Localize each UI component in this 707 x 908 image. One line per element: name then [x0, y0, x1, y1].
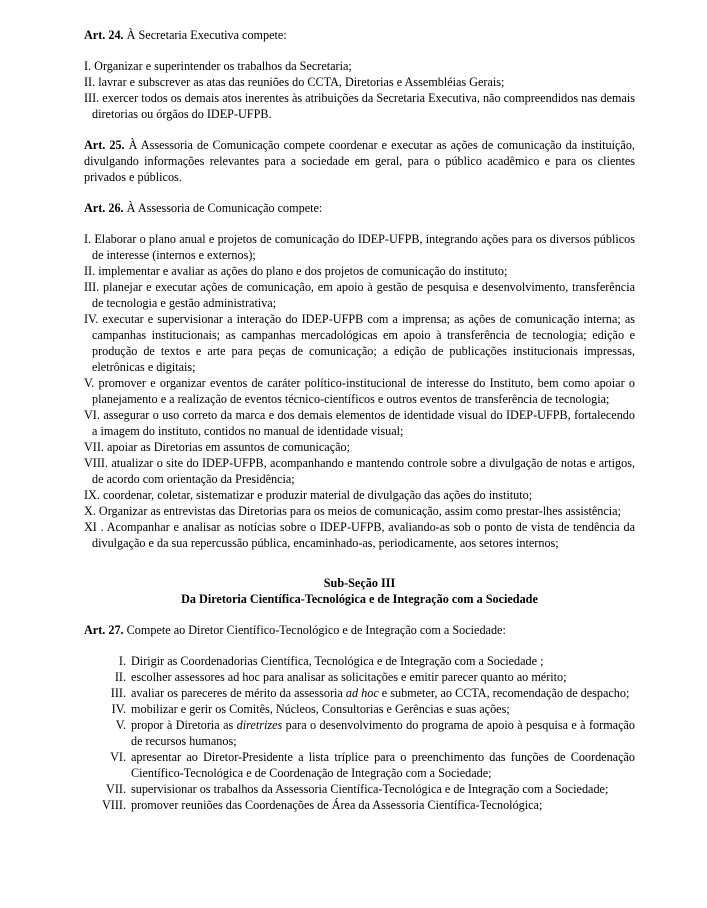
- text-run: ad hoc: [345, 686, 379, 700]
- text-run: propor à Diretoria as: [131, 718, 237, 732]
- list-item: [84, 487, 635, 503]
- item-text: [131, 669, 635, 685]
- item-numeral: IV.: [111, 702, 126, 716]
- text-run: IX. coordenar, coletar, sistematizar e produzir material de divulgação das ações do instituto;: [84, 488, 533, 502]
- article-24: [84, 27, 635, 43]
- list-item: [84, 279, 635, 311]
- text-run: Art. 25.: [84, 138, 125, 152]
- item-numeral: VII.: [106, 782, 126, 796]
- item-text: [131, 749, 635, 781]
- list-item: [84, 439, 635, 455]
- item-text: [131, 797, 635, 813]
- article-24-items: [84, 58, 635, 122]
- text-run: III. planejar e executar ações de comunicação, em apoio à gestão de pesquisa e desenvolvimento, transferência de tecnologia e gestão administrativa;: [84, 280, 635, 310]
- article-27-items: [84, 653, 635, 813]
- list-item: [84, 653, 635, 669]
- text-run: À Assessoria de Comunicação compete coordenar e executar as ações de comunicação da instituição, divulgando informações relevantes para a sociedade em geral, para o público acadêmico e para os clientes privados e públicos.: [84, 138, 635, 184]
- list-item: [84, 519, 635, 551]
- article-26-items: [84, 231, 635, 551]
- item-text: [131, 701, 635, 717]
- item-text: [131, 685, 635, 701]
- text-run: X. Organizar as entrevistas das Diretorias para os meios de comunicação, assim como prestar-lhes assistência;: [84, 504, 621, 518]
- text-run: Compete ao Diretor Científico-Tecnológico e de Integração com a Sociedade:: [123, 623, 506, 637]
- text-run: À Secretaria Executiva compete:: [123, 28, 287, 42]
- article-27: [84, 622, 635, 638]
- list-item: [84, 58, 635, 74]
- text-run: Art. 24.: [84, 28, 124, 42]
- list-item: [84, 669, 635, 685]
- item-numeral: II.: [114, 670, 126, 684]
- text-run: Art. 27.: [84, 623, 124, 637]
- article-26: [84, 200, 635, 216]
- text-run: avaliar os pareceres de mérito da assessoria: [131, 686, 346, 700]
- list-item: [84, 797, 635, 813]
- text-run: III. exercer todos os demais atos inerentes às atribuições da Secretaria Executiva, não compreendidos nas demais diretorias ou órgãos do IDEP-UFPB.: [84, 91, 635, 121]
- item-text: [131, 717, 635, 749]
- text-run: II. lavrar e subscrever as atas das reuniões do CCTA, Diretorias e Assembléias Gerais;: [84, 75, 505, 89]
- text-run: VIII. atualizar o site do IDEP-UFPB, acompanhando e mantendo controle sobre a divulgação de notas e artigos, de acordo com orientação da Presidência;: [84, 456, 635, 486]
- list-item: [84, 749, 635, 781]
- article-25: [84, 137, 635, 185]
- text-run: VII. apoiar as Diretorias em assuntos de comunicação;: [84, 440, 351, 454]
- heading-line: Sub-Seção III: [323, 576, 396, 590]
- text-run: Art. 26.: [84, 201, 124, 215]
- text-run: diretrizes: [236, 718, 283, 732]
- heading-line: Da Diretoria Científica-Tecnológica e de Integração com a Sociedade: [181, 592, 538, 606]
- text-run: I. Elaborar o plano anual e projetos de comunicação do IDEP-UFPB, integrando ações para os diversos públicos de interesse (internos e externos);: [84, 232, 635, 262]
- text-run: À Assessoria de Comunicação compete:: [123, 201, 323, 215]
- list-item: [84, 90, 635, 122]
- item-text: [131, 781, 635, 797]
- text-run: para o desenvolvimento do programa de apoio à pesquisa e à formação de recursos humanos;: [131, 718, 635, 748]
- text-run: mobilizar e gerir os Comitês, Núcleos, Consultorias e Gerências e suas ações;: [131, 702, 510, 716]
- text-run: escolher assessores ad hoc para analisar as solicitações e emitir parecer quanto ao mérito;: [131, 670, 567, 684]
- list-item: [84, 717, 635, 749]
- list-item: [84, 701, 635, 717]
- item-numeral: I.: [118, 654, 126, 668]
- item-numeral: III.: [110, 686, 126, 700]
- text-run: II. implementar e avaliar as ações do plano e dos projetos de comunicação do instituto;: [84, 264, 508, 278]
- item-numeral: VI.: [110, 750, 126, 764]
- list-item: [84, 311, 635, 375]
- item-numeral: V.: [115, 718, 126, 732]
- list-item: [84, 263, 635, 279]
- list-item: [84, 455, 635, 487]
- list-item: [84, 781, 635, 797]
- document-content: [84, 27, 635, 813]
- item-text: [131, 653, 635, 669]
- text-run: XI . Acompanhar e analisar as notícias sobre o IDEP-UFPB, avaliando-as sob o ponto de vista de tendência da divulgação e da sua repercussão pública, encaminhado-as, periodicamente, aos setores internos;: [84, 520, 635, 550]
- text-run: I. Organizar e superintender os trabalhos da Secretaria;: [84, 59, 352, 73]
- text-run: IV. executar e supervisionar a interação do IDEP-UFPB com a imprensa; as ações de comunicação interna; as campanhas institucionais; as campanhas mercadológicas em apoio à transferência de tecnologia; edição e produção de textos e arte para peças de comunicação; a edição de publicações institucionais impressas, eletrônicas e digitais;: [84, 312, 635, 374]
- list-item: [84, 407, 635, 439]
- list-item: [84, 231, 635, 263]
- list-item: [84, 503, 635, 519]
- text-run: e submeter, ao CCTA, recomendação de despacho;: [378, 686, 630, 700]
- text-run: apresentar ao Diretor-Presidente a lista tríplice para o preenchimento das funções de Coordenação Científico-Tecnológica e de Coordenação de Integração com a Sociedade;: [131, 750, 635, 780]
- subsection-heading: [84, 575, 635, 607]
- text-run: Dirigir as Coordenadorias Científica, Tecnológica e de Integração com a Sociedade ;: [131, 654, 544, 668]
- text-run: promover reuniões das Coordenações de Área da Assessoria Científica-Tecnológica;: [131, 798, 543, 812]
- text-run: supervisionar os trabalhos da Assessoria Científica-Tecnológica e de Integração com a Sociedade;: [131, 782, 609, 796]
- list-item: [84, 685, 635, 701]
- text-run: VI. assegurar o uso correto da marca e dos demais elementos de identidade visual do IDEP-UFPB, fortalecendo a imagem do instituto, contidos no manual de identidade visual;: [84, 408, 635, 438]
- list-item: [84, 375, 635, 407]
- item-numeral: VIII.: [101, 798, 126, 812]
- list-item: [84, 74, 635, 90]
- text-run: V. promover e organizar eventos de caráter político-institucional de interesse do Instituto, bem como apoiar o planejamento e a realização de eventos técnico-científicos e outros eventos de transferência de tecnologia;: [84, 376, 635, 406]
